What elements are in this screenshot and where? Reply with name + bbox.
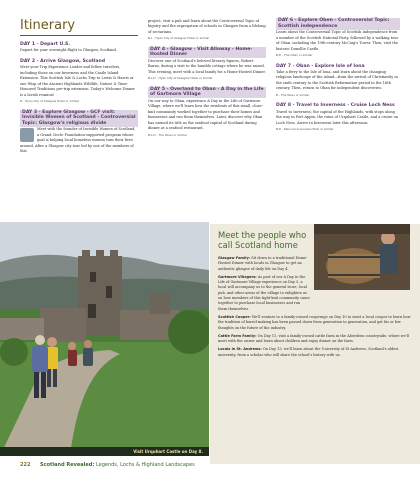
meet-item-text: On Day 11, visit a family-owned cattle farm in the Aberdeen countryside, where we'll meet with the owner and learn about children and enjoy dinner on the farm. (218, 333, 409, 344)
meet-item-name: Gartmore Villagers: (218, 274, 257, 279)
day-7 (276, 64, 400, 99)
day-description (20, 127, 138, 155)
day-heading: DAY 1 - Depart U.S. (20, 42, 71, 47)
day-2 (20, 59, 138, 105)
page-number: 222 (20, 462, 31, 468)
day-meals: B,L,D - Hyan City of Glasgow Hotel or similar (148, 76, 213, 81)
gcf-logo-icon (20, 128, 34, 142)
meet-item (218, 315, 414, 331)
day-description: Travel to Inverness, the capital of the Highlands, with stops along the way in Port Appin, the ruins of Urquhart Castle, and a cruise on Loch Ness. Arrive in Inverness later this afternoon. (276, 109, 399, 125)
itinerary-column-2 (148, 18, 266, 143)
day-meals: B,D - Mercure Inverness Hotel or similar (276, 127, 334, 132)
meet-item (218, 275, 310, 312)
day-description: project, visit a pub and learn about the Controversial Topic of bigotry and the segregation of schools in Glasgow from a lifelong of sectarians. (148, 18, 266, 34)
day-heading: DAY 4 - Glasgow - Visit Alloway - Home-Hosted Dinner (148, 47, 266, 59)
day-heading: DAY 6 - Explore Oben - Controversial Topic: Scottish independence (276, 18, 400, 30)
day-3 (20, 110, 138, 155)
day-meals: B,D - The Oban or similar (276, 53, 313, 58)
meet-item-name: Scottish Cooper: (218, 314, 251, 319)
day-description: Take a ferry to the Isle of Iona, and learn about the changing religious landscape of the island—from the arrival of Christianity in the sixth century to the Scottish Reformation period in the 16th century. Then, return to Oban for independent discoveries. (276, 69, 398, 91)
meet-item-name: Cattle Farm Family: (218, 333, 257, 338)
itinerary-column-1 (20, 18, 138, 160)
day-meals: D - Hyan City of Glasgow Hotel or similar (20, 99, 80, 104)
itinerary-title: Itinerary (20, 18, 138, 36)
day-description: Discover one of Scotland's beloved literary figures, Robert Burns, during a visit to the humble cottage where he was raised. This evening, meet with a local family for a Home-Hosted Dinner. (148, 58, 266, 74)
day-heading: DAY 7 - Oban - Explore Isle of Iona (276, 63, 365, 69)
meet-item-name: Glasgow Family: (218, 256, 251, 260)
day-8 (276, 103, 400, 132)
day-6 (276, 18, 400, 59)
day-meals: B,L,D - The Oban or similar (148, 132, 188, 137)
page-footer (20, 462, 195, 468)
meet-item-text: As part of our A Day in the Life of Gartmore Village experience on Day 5, a local will accompany us to the general store, local pub, and other areas of the village to enlighten us on how members of this tight-knit community came together to purchase local businesses and run them themselves. (218, 274, 310, 311)
meet-item (218, 256, 310, 272)
meet-item (218, 347, 414, 358)
castle-scene-image (0, 222, 209, 456)
day-description-text: Meet with the founder of Invisible Women of Scotland, a Grand Circle Foundation-supported program whose goal is helping local homeless women turn their lives around. After a Glasgow city tour led by one of the members of this (20, 127, 136, 154)
day-meals: B,L - Hyan City of Glasgow Hotel or similar (148, 36, 210, 40)
meet-item (218, 334, 414, 345)
day-meals: B - The Oban or similar (276, 92, 310, 97)
meet-item-text: We'll venture to a family-owned cooperage on Day 10 to meet a local cooper to learn how the tradition of barrel-making has been passed down from generation to generation, and get his or her thoughts on the future of the industry. (218, 314, 411, 330)
day-description: On our way to Oban, experience A Day in the Life of Gartmore Village, where we'll learn how the residents of this small, close-knit community worked together to purchase their homes and businesses and run them themselves. Later, discover why Oban has earned its title as the seafood capital of Scotland during dinner at a seafood restaurant. (148, 98, 263, 131)
day-heading: DAY 3 - Explore Glasgow - GCF visit: Invisible Women of Scotland - Controversial Topic: Glasgow's religious divide (20, 110, 138, 127)
day-3-continued (148, 19, 266, 42)
book-title: Scotland Revealed: (40, 462, 95, 468)
book-subtitle: Legends, Lochs & Highland Landscapes (95, 462, 195, 468)
meet-item-text: Sit down to a traditional Home-Hosted Dinner with locals in Glasgow to get an authentic glimpse of daily life on Day 4. (218, 256, 308, 271)
day-description: Meet your Trip Experience Leader and fellow travelers, including those on our Inverness and the Castle Island Extension. This Scottish Isle & Lochs Trip to Lewis & Harris or one Wisp of the Ancient Highlands Wildlife, Nature & Time-Honored Traditions pre-trip extension. Today's Welcome Dinner is a lavish reunion! (20, 65, 135, 97)
urquhart-castle-photo (0, 222, 209, 456)
meet-item-name: Locals in St. Andrews: (218, 347, 262, 352)
day-heading: DAY 2 - Arrive Glasgow, Scotland (20, 58, 106, 64)
day-4 (148, 47, 266, 82)
day-heading: DAY 5 - Overland to Oban - A Day in the Life of Gartmore Village (148, 87, 266, 99)
meet-item-text: On Day 13, we'll learn about the University of St Andrews, Scotland's oldest university, from a scholar who will share the school's history with us. (218, 347, 399, 357)
day-heading: DAY 8 - Travel to Inverness - Cruise Loch Ness (276, 103, 395, 109)
day-5 (148, 87, 266, 139)
day-description: Depart for your overnight flight to Glasgow, Scotland. (20, 48, 117, 53)
photo-caption: Visit Urquhart Castle on Day 8. (0, 447, 209, 456)
meet-body (218, 256, 414, 361)
meet-title: Meet the people who call Scotland home (218, 230, 307, 250)
itinerary-column-3 (276, 18, 400, 138)
meet-the-people-panel (210, 224, 420, 464)
day-1 (20, 42, 138, 54)
day-description: Learn about the Controversial Topic of Scottish independence from a member of the Scottish National Party, followed by a walking tour of Oban, including the 19th-century McCaig's Tower. Then, visit the historic Dunollie Castle. (276, 30, 399, 51)
